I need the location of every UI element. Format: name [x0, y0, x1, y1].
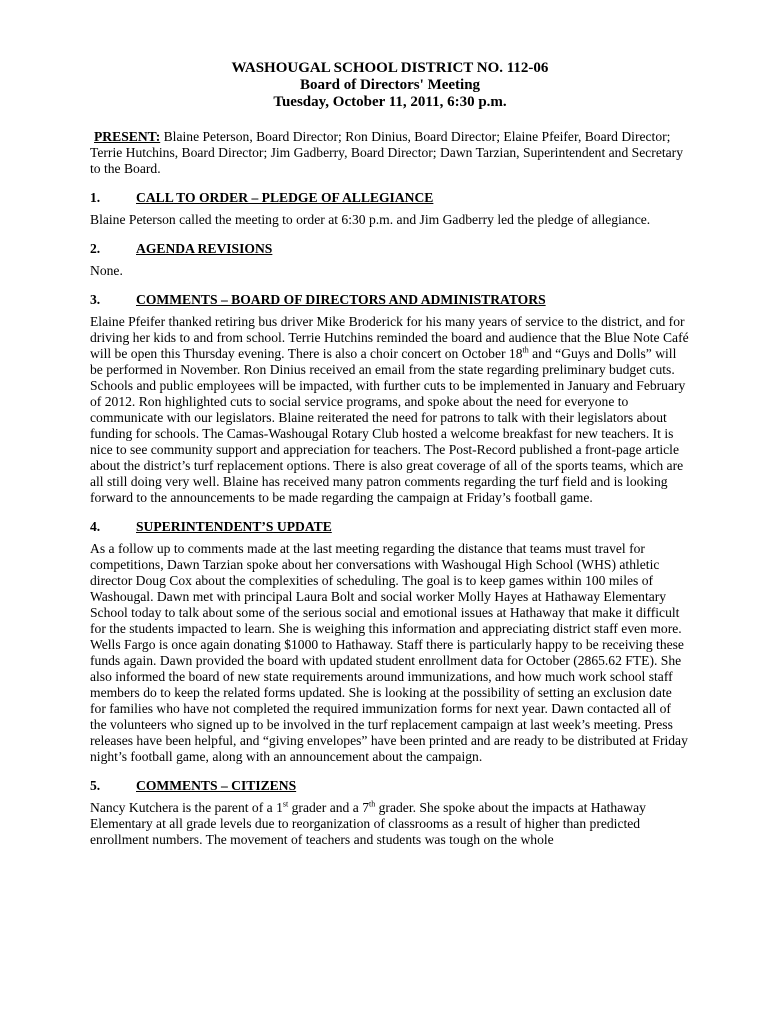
section-number: 3.	[90, 292, 101, 307]
section-board-comments	[90, 292, 690, 506]
section-number: 2.	[90, 241, 101, 256]
section-title: COMMENTS – CITIZENS	[136, 778, 297, 793]
section-title: CALL TO ORDER – PLEDGE OF ALLEGIANCE	[136, 190, 434, 205]
section-superintendent-update	[90, 519, 690, 765]
district-name: WASHOUGAL SCHOOL DISTRICT NO. 112-06	[231, 60, 549, 76]
meeting-date: Tuesday, October 11, 2011, 6:30 p.m.	[273, 94, 507, 110]
section-body: None.	[90, 263, 123, 278]
section-title: AGENDA REVISIONS	[136, 241, 273, 256]
section-number: 4.	[90, 519, 101, 534]
section-agenda-revisions	[90, 241, 690, 279]
section-body: Nancy Kutchera is the parent of a 1st grader and a 7th grader. She spoke about the impacts at Hathaway Elementary at all grade levels due to reorganization of classrooms as a result of higher than predicted enrollment numbers. The movement of teachers and students was tough on the whole	[90, 799, 646, 847]
present-text: Blaine Peterson, Board Director; Ron Dinius, Board Director; Elaine Pfeifer, Board Director; Terrie Hutchins, Board Director; Jim Gadberry, Board Director; Dawn Tarzian, Superintendent and Secretary to the Board.	[90, 129, 683, 176]
section-citizen-comments	[90, 778, 690, 848]
section-number: 5.	[90, 778, 101, 793]
section-number: 1.	[90, 190, 101, 205]
section-title: COMMENTS – BOARD OF DIRECTORS AND ADMINISTRATORS	[136, 292, 546, 307]
section-body: Blaine Peterson called the meeting to order at 6:30 p.m. and Jim Gadberry led the pledge of allegiance.	[90, 212, 651, 227]
section-title: SUPERINTENDENT’S UPDATE	[136, 519, 332, 534]
section-body: Elaine Pfeifer thanked retiring bus driver Mike Broderick for his many years of service to the district, and for driving her kids to and from school. Terrie Hutchins reminded the board and audience that the Blue Note Café will be open this Thursday evening. There is also a choir concert on October 18th and “Guys and Dolls” will be performed in November. Ron Dinius received an email from the state regarding preliminary budget cuts. Schools and public employees will be impacted, with further cuts to be implemented in January and February of 2012. Ron highlighted cuts to social service programs, and spoke about the need for everyone to communicate with our legislators. Blaine reiterated the need for patrons to talk with their legislators about funding for schools. The Camas-Washougal Rotary Club hosted a welcome breakfast for new teachers. It is nice to see community support and appreciation for teachers. The Post-Record published a front-page article about the district’s turf replacement options. There is also great coverage of all of the sports teams, which are all still doing very well. Blaine has received many patron comments regarding the turf field and is looking forward to the announcements to be made regarding the campaign at Friday’s football game.	[90, 314, 689, 505]
document-title	[90, 60, 690, 111]
meeting-name: Board of Directors' Meeting	[299, 77, 481, 93]
present-label: PRESENT:	[94, 129, 161, 144]
attendance-paragraph	[90, 129, 690, 177]
section-call-to-order	[90, 190, 690, 228]
section-body: As a follow up to comments made at the last meeting regarding the distance that teams must travel for competitions, Dawn Tarzian spoke about her conversations with Washougal High School (WHS) athletic director Doug Cox about the complexities of scheduling. The goal is to keep games within 100 miles of Washougal. Dawn met with principal Laura Bolt and social worker Molly Hayes at Hathaway Elementary School today to talk about some of the serious social and emotional issues at Hathaway that make it difficult for the students impacted to learn. She is weighing this information and appreciating district staff even more. Wells Fargo is once again donating $1000 to Hathaway. Staff there is particularly happy to be receiving these funds again. Dawn provided the board with updated student enrollment data for October (2865.62 FTE). She also informed the board of new state requirements around immunizations, and how much work school staff members do to keep the related forms updated. She is looking at the possibility of setting an exclusion date for families who have not completed the required immunization forms for next year. Dawn contacted all of the volunteers who signed up to be involved in the turf replacement campaign at last week’s meeting. Press releases have been helpful, and “giving envelopes” have been printed and are ready to be distributed at Friday night’s football game, along with an announcement about the campaign.	[90, 541, 688, 764]
document-page	[90, 60, 690, 848]
